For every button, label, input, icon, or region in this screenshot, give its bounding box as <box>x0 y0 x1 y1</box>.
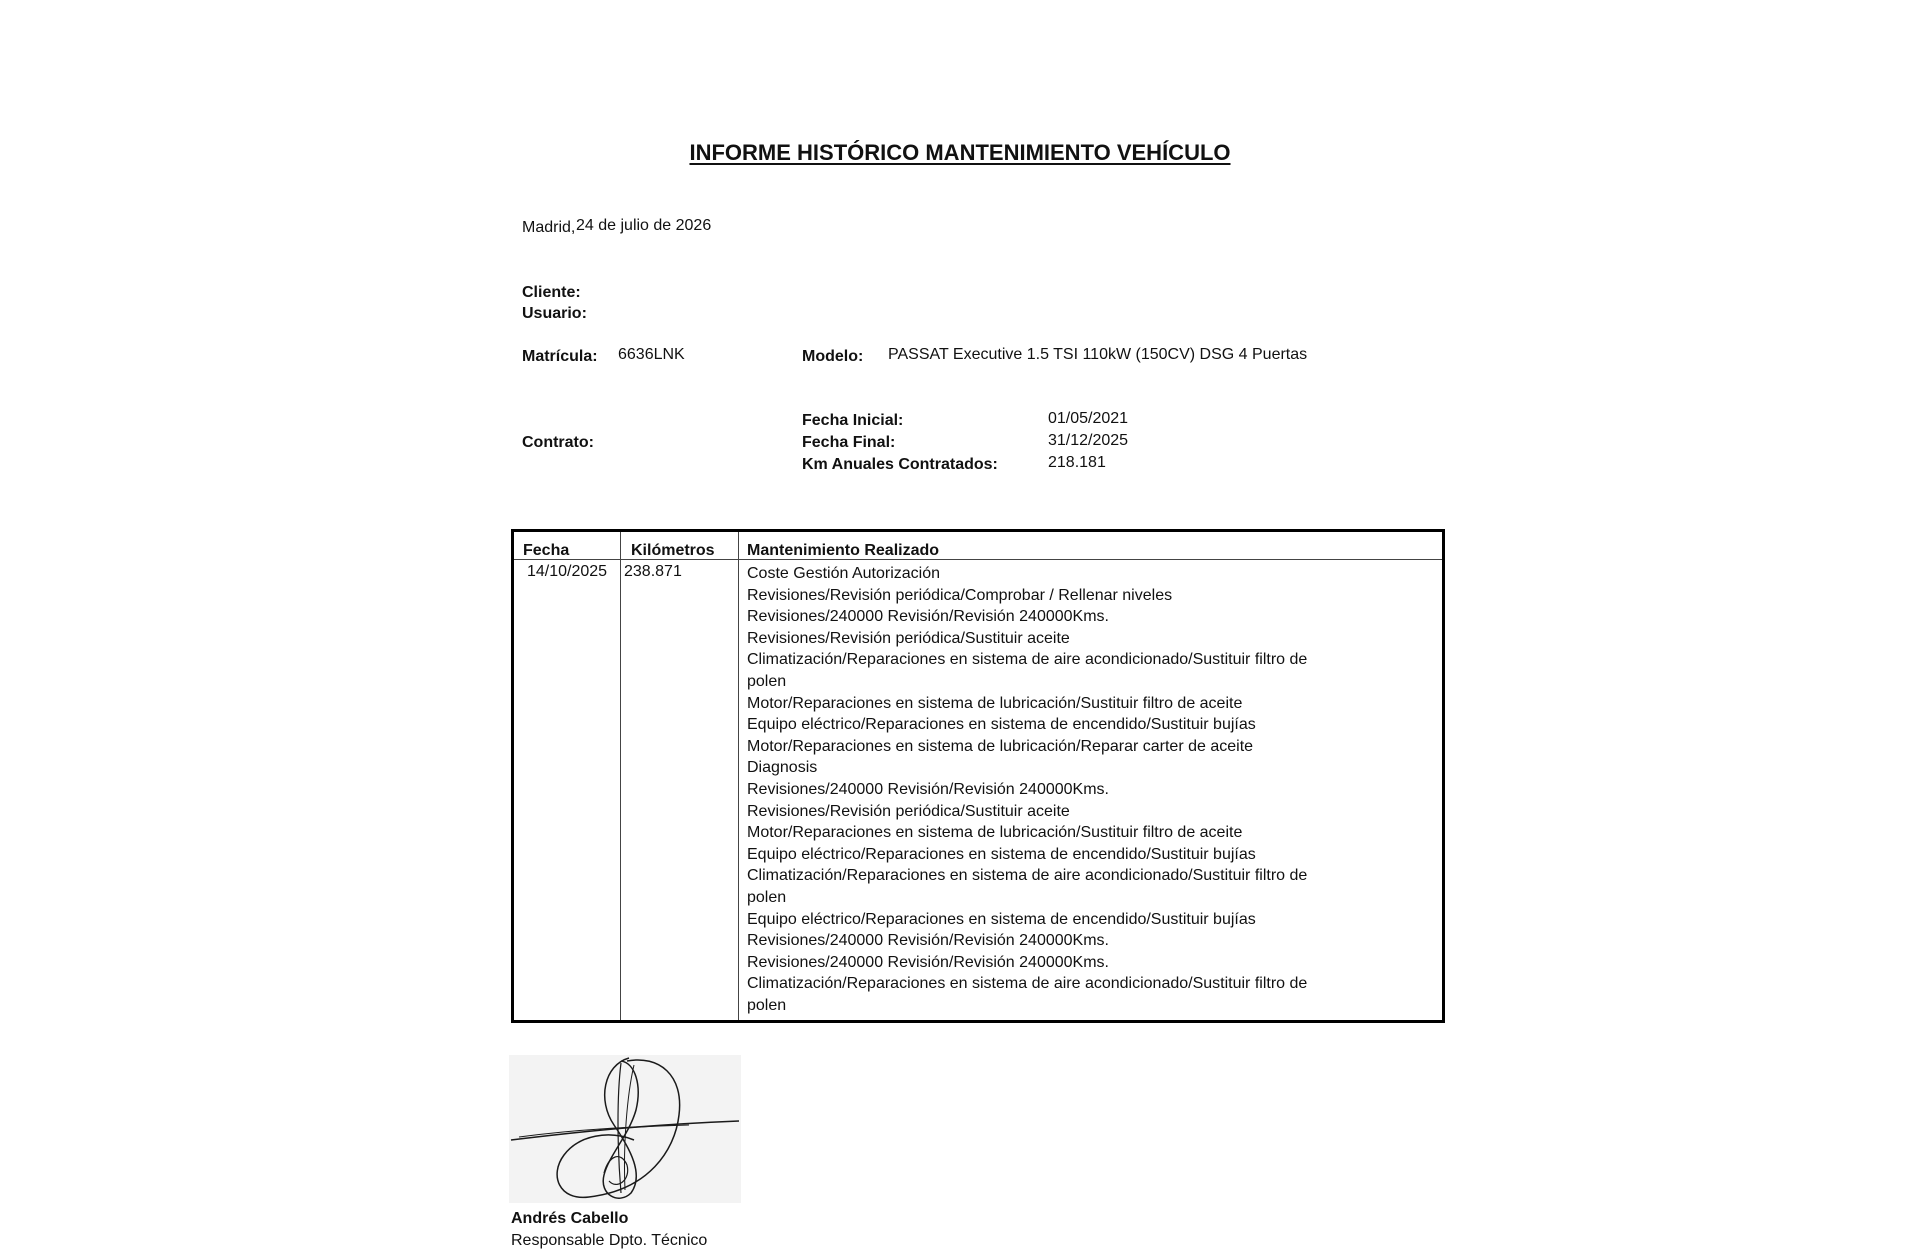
row-kilometros: 238.871 <box>624 563 682 580</box>
fecha-inicial-label: Fecha Inicial: <box>802 412 904 429</box>
fecha-inicial-value: 01/05/2021 <box>1048 410 1129 427</box>
km-anuales-value: 218.181 <box>1048 454 1106 471</box>
modelo-label: Modelo: <box>802 348 864 365</box>
report-title: INFORME HISTÓRICO MANTENIMIENTO VEHÍCULO <box>689 140 1231 165</box>
modelo-value: PASSAT Executive 1.5 TSI 110kW (150CV) DSG 4 Puertas <box>888 346 1308 363</box>
report-date: 24 de julio de 2026 <box>576 217 712 234</box>
maintenance-item: Motor/Reparaciones en sistema de lubricación/Reparar carter de aceite <box>747 737 1254 755</box>
maintenance-item: Climatización/Reparaciones en sistema de aire acondicionado/Sustituir filtro de polen <box>747 975 1308 1014</box>
matricula-label: Matrícula: <box>522 348 598 365</box>
signature-drawing <box>509 1055 741 1203</box>
maintenance-item: Motor/Reparaciones en sistema de lubricación/Sustituir filtro de aceite <box>747 694 1243 712</box>
row-fecha: 14/10/2025 <box>527 563 608 580</box>
maintenance-item: Climatización/Reparaciones en sistema de aire acondicionado/Sustituir filtro de polen <box>747 651 1308 690</box>
header-fecha: Fecha <box>523 542 570 559</box>
cliente-label: Cliente: <box>522 284 581 301</box>
matricula-value: 6636LNK <box>618 346 685 363</box>
maintenance-item: Equipo eléctrico/Reparaciones en sistema de encendido/Sustituir bujías <box>747 910 1256 928</box>
maintenance-items <box>747 563 1327 1016</box>
header-kilometros: Kilómetros <box>631 542 715 559</box>
maintenance-item: Climatización/Reparaciones en sistema de aire acondicionado/Sustituir filtro de polen <box>747 867 1308 906</box>
maintenance-item: Diagnosis <box>747 759 818 777</box>
column-divider <box>738 532 739 1020</box>
maintenance-item: Revisiones/240000 Revisión/Revisión 240000Kms. <box>747 780 1109 798</box>
fecha-final-label: Fecha Final: <box>802 434 896 451</box>
report-place: Madrid, <box>522 219 576 236</box>
maintenance-item: Revisiones/Revisión periódica/Comprobar / Rellenar niveles <box>747 586 1173 604</box>
maintenance-item: Equipo eléctrico/Reparaciones en sistema de encendido/Sustituir bujías <box>747 716 1256 734</box>
maintenance-item: Revisiones/240000 Revisión/Revisión 240000Kms. <box>747 608 1109 626</box>
maintenance-item: Motor/Reparaciones en sistema de lubricación/Sustituir filtro de aceite <box>747 824 1243 842</box>
maintenance-item: Revisiones/Revisión periódica/Sustituir aceite <box>747 802 1070 820</box>
header-mantenimiento: Mantenimiento Realizado <box>747 542 940 559</box>
maintenance-table <box>511 529 1445 1023</box>
signatory-role: Responsable Dpto. Técnico <box>511 1232 708 1249</box>
signatory-name: Andrés Cabello <box>511 1210 629 1227</box>
signature-image <box>509 1055 741 1203</box>
usuario-label: Usuario: <box>522 305 587 322</box>
maintenance-item: Revisiones/Revisión periódica/Sustituir aceite <box>747 629 1070 647</box>
maintenance-item: Coste Gestión Autorización <box>747 565 940 582</box>
contrato-label: Contrato: <box>522 434 594 451</box>
maintenance-item: Revisiones/240000 Revisión/Revisión 240000Kms. <box>747 953 1109 971</box>
maintenance-item: Equipo eléctrico/Reparaciones en sistema de encendido/Sustituir bujías <box>747 845 1256 863</box>
column-divider <box>620 532 621 1020</box>
maintenance-item: Revisiones/240000 Revisión/Revisión 240000Kms. <box>747 932 1109 950</box>
fecha-final-value: 31/12/2025 <box>1048 432 1129 449</box>
km-anuales-label: Km Anuales Contratados: <box>802 456 998 473</box>
